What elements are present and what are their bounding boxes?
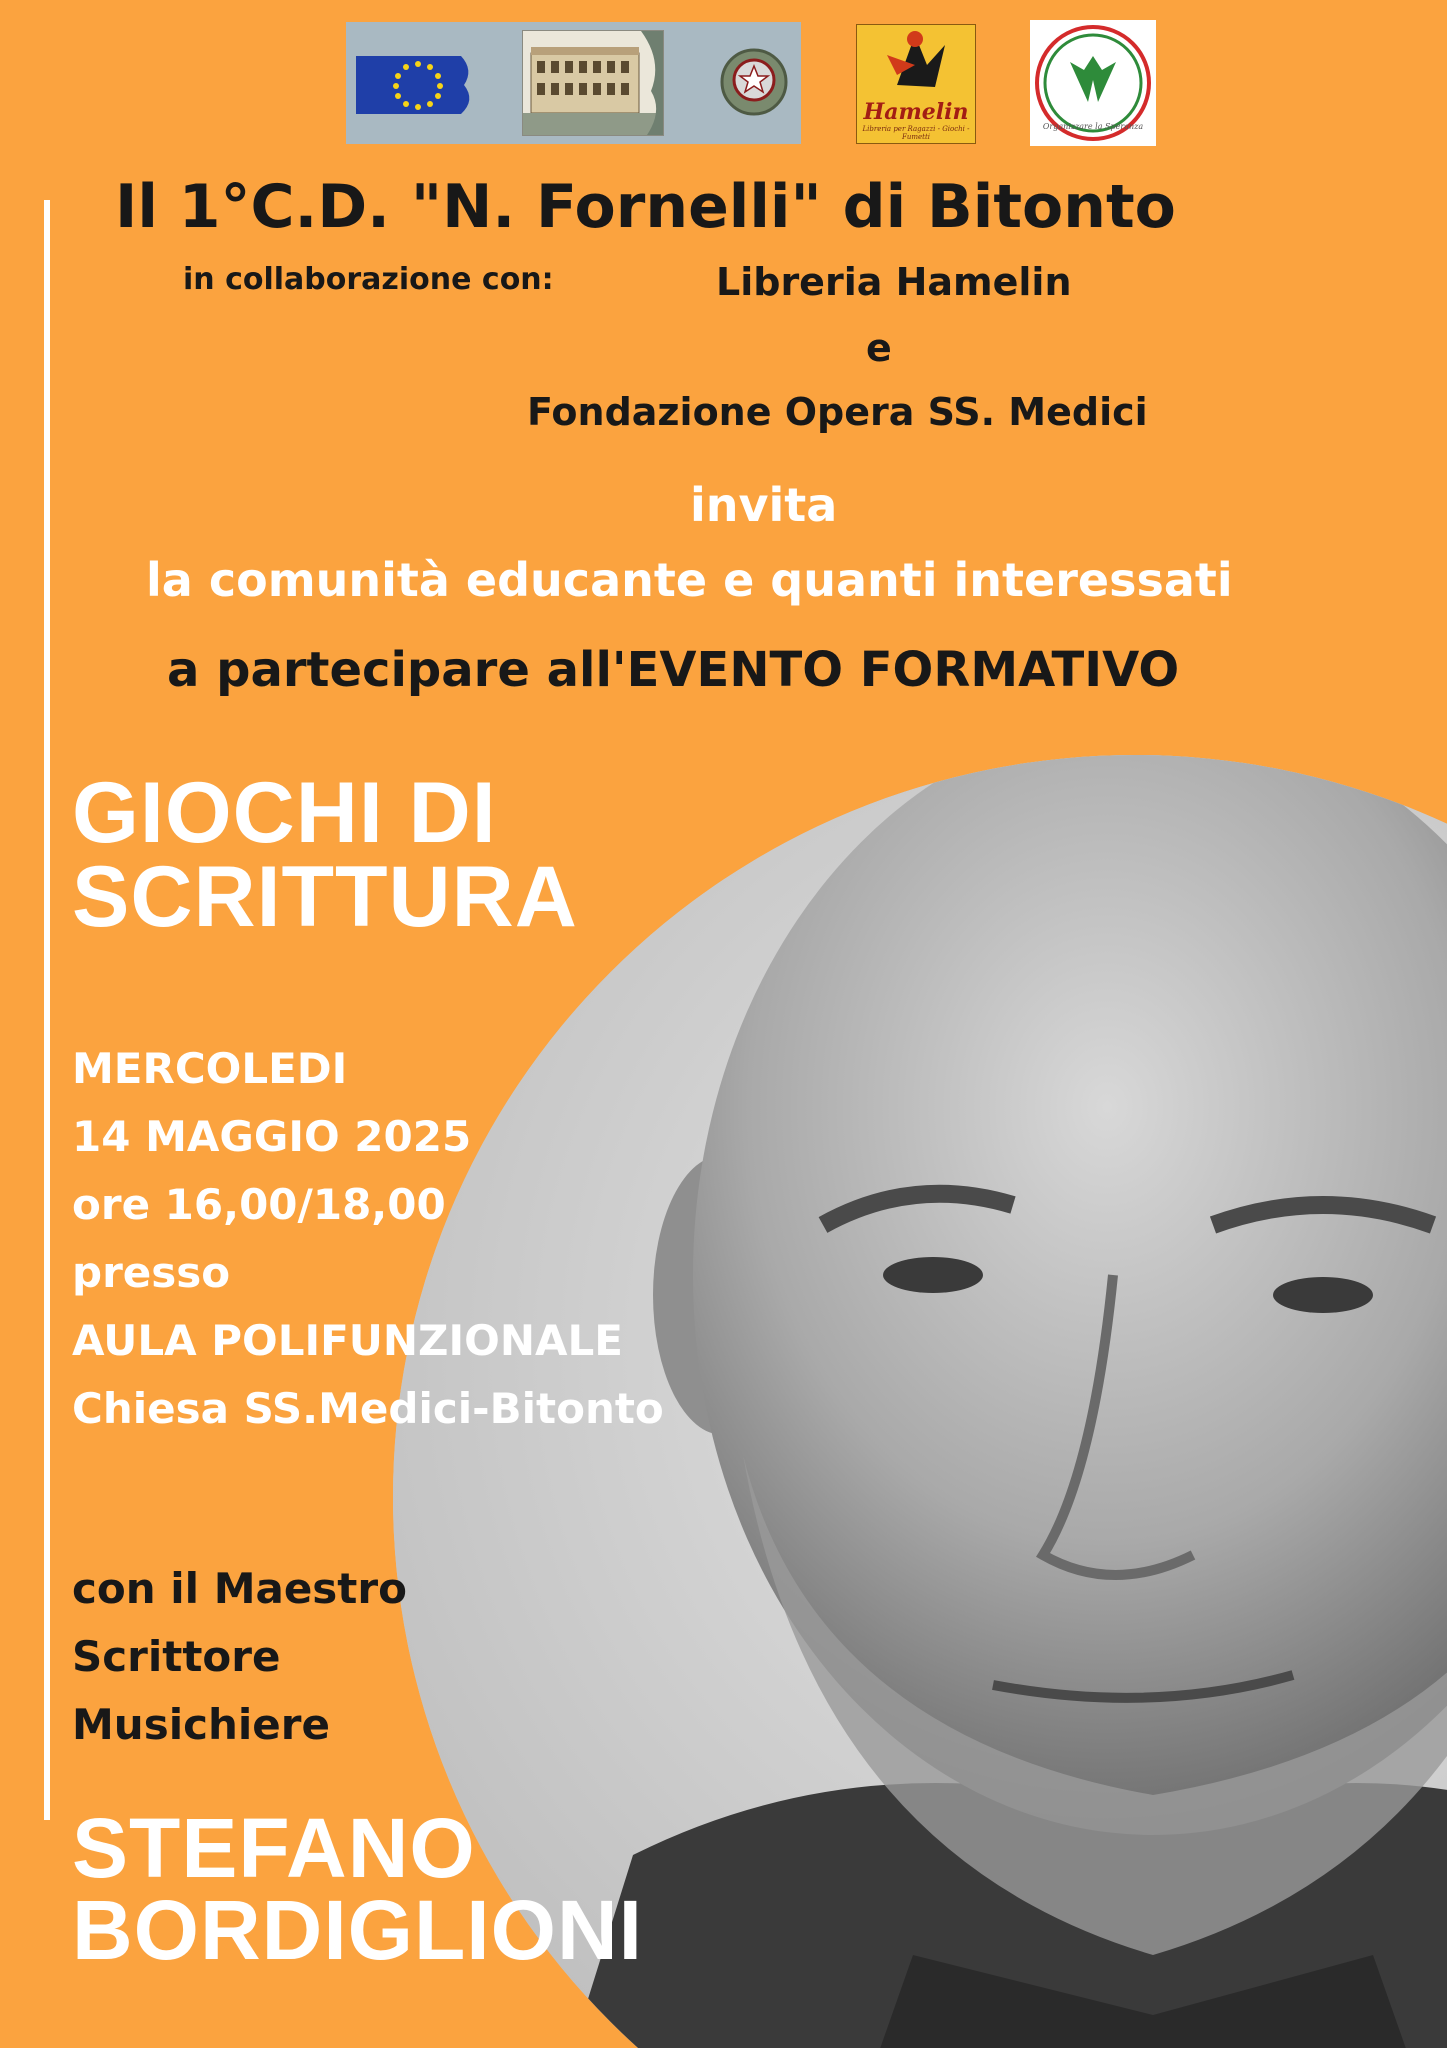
opera-logo-motto: Organizzare la Speranza	[1042, 122, 1144, 131]
hamelin-logo-text: Hamelin	[863, 99, 969, 125]
invitation-audience: la comunità educante e quanti interessati	[146, 553, 1233, 607]
event-title-line-2: SCRITTURA	[72, 849, 578, 945]
speaker-role-musichiere: Musichiere	[72, 1700, 330, 1749]
collaboration-label: in collaborazione con:	[183, 262, 554, 297]
partner-conjunction: e	[866, 326, 892, 370]
event-date: 14 MAGGIO 2025	[72, 1112, 472, 1161]
event-time: ore 16,00/18,00	[72, 1180, 446, 1229]
speaker-role-maestro: con il Maestro	[72, 1564, 407, 1613]
speaker-first-name: STEFANO	[72, 1801, 476, 1895]
event-weekday: MERCOLEDI	[72, 1044, 348, 1093]
speaker-last-name: BORDIGLIONI	[72, 1883, 643, 1977]
partner-libreria-hamelin: Libreria Hamelin	[716, 260, 1072, 304]
opera-ss-medici-logo	[1030, 20, 1156, 146]
partner-fondazione-opera: Fondazione Opera SS. Medici	[527, 390, 1148, 434]
event-venue: AULA POLIFUNZIONALE	[72, 1316, 623, 1365]
event-location-prefix: presso	[72, 1248, 231, 1297]
invitation-verb: invita	[690, 478, 838, 532]
hamelin-logo	[856, 24, 976, 144]
speaker-role-scrittore: Scrittore	[72, 1632, 281, 1681]
italian-republic-emblem	[716, 42, 792, 122]
eu-flag-logo	[356, 50, 491, 120]
hamelin-logo-subtitle: Libreria per Ragazzi - Giochi - Fumetti	[862, 125, 970, 141]
event-venue-address: Chiesa SS.Medici-Bitonto	[72, 1384, 664, 1433]
event-title-line-1: GIOCHI DI	[72, 765, 497, 861]
school-building-logo	[522, 30, 664, 136]
logo-strip	[346, 22, 801, 144]
invitation-call: a partecipare all'EVENTO FORMATIVO	[167, 642, 1180, 698]
vertical-accent-line	[44, 200, 50, 1820]
school-title: Il 1°C.D. "N. Fornelli" di Bitonto	[115, 172, 1176, 242]
